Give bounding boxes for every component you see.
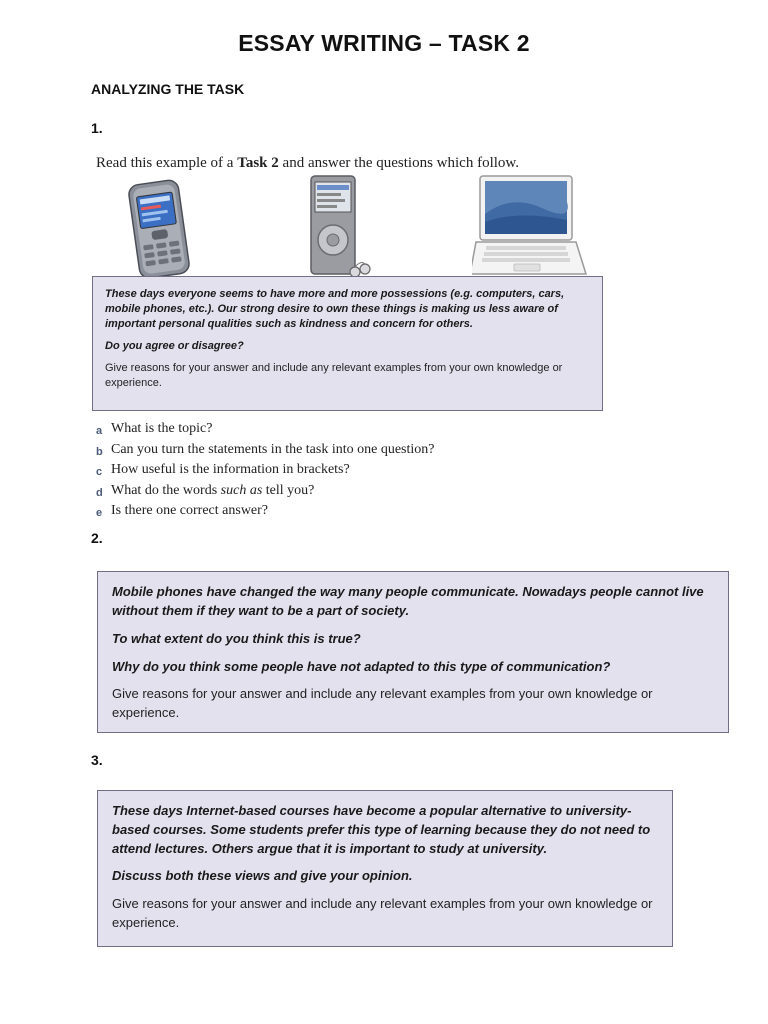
question-letter: c <box>96 466 103 478</box>
section-3-number: 3. <box>91 752 103 768</box>
mobile-phone-image <box>124 178 196 280</box>
task-box-1 <box>92 276 603 411</box>
task-3-question: Discuss both these views and give your opinion. <box>112 868 413 883</box>
task-1-instruction: Give reasons for your answer and include any relevant examples from your own knowledge or experience. <box>105 362 563 389</box>
section-heading: ANALYZING THE TASK <box>91 81 245 97</box>
question-letter: d <box>96 486 103 499</box>
intro-text-bold: Task 2 <box>237 155 279 171</box>
mp3-player-image <box>305 174 375 280</box>
list-item <box>96 420 435 441</box>
task-2-question-1: To what extent do you think this is true? <box>112 631 361 646</box>
question-text: How useful is the information in brackets? <box>111 462 350 477</box>
question-letter: b <box>96 445 103 458</box>
list-item <box>96 502 435 523</box>
question-text: Can you turn the statements in the task into one question? <box>111 441 435 457</box>
task-3-instruction: Give reasons for your answer and include any relevant examples from your own knowledge or experience. <box>112 896 653 930</box>
task-box-2 <box>97 571 729 733</box>
question-text: What is the topic? <box>111 421 213 436</box>
list-item <box>96 482 435 503</box>
question-text: Is there one correct answer? <box>111 503 269 518</box>
task-3-statement: These days Internet-based courses have become a popular alternative to university-based courses. Some students prefer this type of learning because they do not need to attend lectures. Others argue that it is important to study at university. <box>112 803 651 856</box>
list-item <box>96 461 435 482</box>
task-intro <box>96 155 519 172</box>
intro-text-pre: Read this example of a <box>96 155 238 171</box>
question-text-pre: What do the words <box>111 482 221 498</box>
task-2-question-2: Why do you think some people have not adapted to this type of communication? <box>112 659 611 674</box>
task-2-statement: Mobile phones have changed the way many people communicate. Nowadays people cannot live without them if they want to be a part of society. <box>112 584 704 618</box>
question-list <box>96 420 435 523</box>
task-2-instruction: Give reasons for your answer and include any relevant examples from your own knowledge or experience. <box>112 686 653 720</box>
section-2-number: 2. <box>91 530 103 546</box>
task-box-3 <box>97 790 673 947</box>
question-text-emphasis: such as <box>220 482 263 498</box>
question-letter: e <box>96 507 103 519</box>
intro-text-post: and answer the questions which follow. <box>278 155 520 171</box>
list-item <box>96 441 435 462</box>
section-1-number: 1. <box>91 120 103 136</box>
page-title: ESSAY WRITING – TASK 2 <box>238 30 530 56</box>
laptop-image <box>472 174 588 280</box>
task-1-question: Do you agree or disagree? <box>105 340 244 352</box>
question-text <box>111 482 314 503</box>
question-text-post: tell you? <box>262 482 315 498</box>
task-1-statement: These days everyone seems to have more and more possessions (e.g. computers, cars, mobile phones, etc.). Our strong desire to own these things is making us less aware of important personal qualities such as kindness and concern for others. <box>105 288 565 330</box>
question-letter: a <box>96 425 103 437</box>
